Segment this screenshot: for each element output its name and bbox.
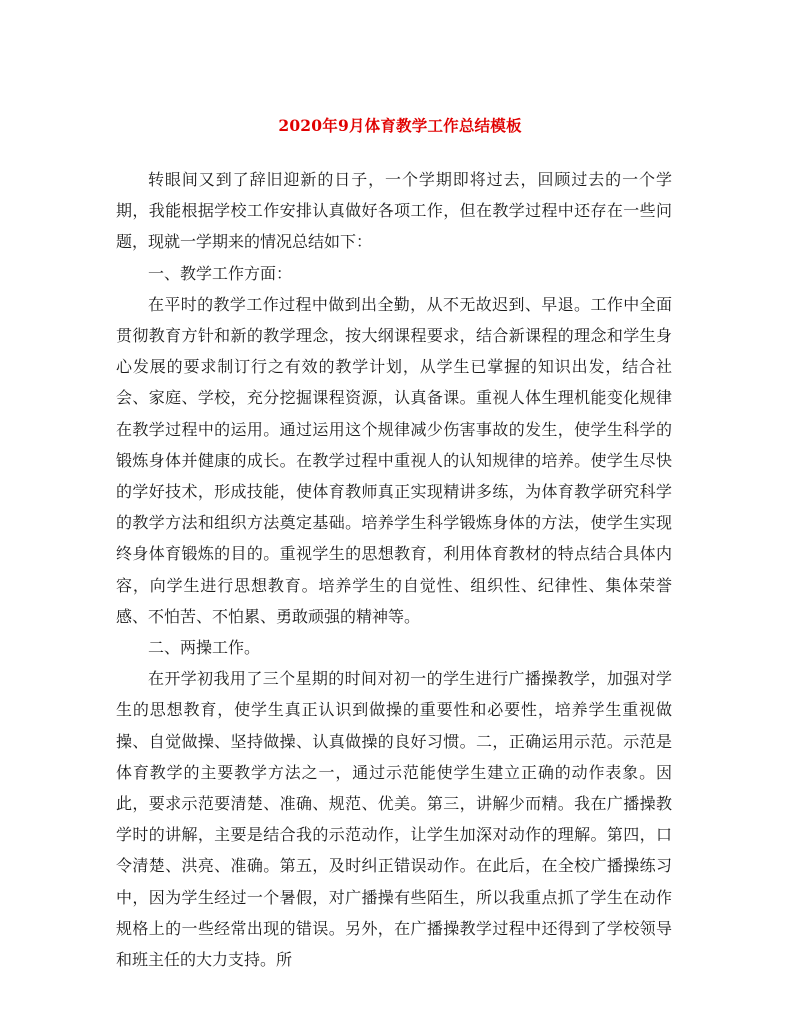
section-heading-teaching: 一、教学工作方面：	[148, 263, 293, 283]
document-title: 2020年9月体育教学工作总结模板	[278, 116, 522, 135]
paragraph-teaching: 在平时的教学工作过程中做到出全勤，从不无故迟到、早退。工作中全面贯彻教育方针和新的教学理念，按大纲课程要求，结合新课程的理念和学生身心发展的要求制订行之有效的教学计划，从学生已掌握的知识出发，结合社会、家庭、学校，充分挖掘课程资源，认真备课。重视人体生理机能变化规律在教学过程中的运用。通过运用这个规律减少伤害事故的发生，使学生科学的锻炼身体并健康的成长。在教学过程中重视人的认知规律的培养。使学生尽快的学好技术，形成技能，使体育教师真正实现精讲多练，为体育教学研究科学的教学方法和组织方法奠定基础。培养学生科学锻炼身体的方法，使学生实现终身体育锻炼的目的。重视学生的思想教育，利用体育教材的特点结合具体内容，向学生进行思想教育。培养学生的自觉性、组织性、纪律性、集体荣誉感、不怕苦、不怕累、勇敢顽强的精神等。	[116, 294, 672, 626]
paragraph-intro: 转眼间又到了辞旧迎新的日子，一个学期即将过去，回顾过去的一个学期，我能根据学校工作安排认真做好各项工作，但在教学过程中还存在一些问题，现就一学期来的情况总结如下：	[116, 170, 672, 252]
paragraph-exercises: 在开学初我用了三个星期的时间对初一的学生进行广播操教学，加强对学生的思想教育，使学生真正认识到做操的重要性和必要性，培养学生重视做操、自觉做操、坚持做操、认真做操的良好习惯。二，正确运用示范。示范是体育教学的主要教学方法之一，通过示范能使学生建立正确的动作表象。因此，要求示范要清楚、准确、规范、优美。第三，讲解少而精。我在广播操教学时的讲解，主要是结合我的示范动作，让学生加深对动作的理解。第四，口令清楚、洪亮、准确。第五，及时纠正错误动作。在此后，在全校广播操练习中，因为学生经过一个暑假，对广播操有些陌生，所以我重点抓了学生在动作规格上的一些经常出现的错误。另外，在广播操教学过程中还得到了学校领导和班主任的大力支持。所	[116, 669, 672, 970]
document-body	[116, 164, 672, 975]
section-heading-exercises: 二、两操工作。	[148, 638, 261, 658]
